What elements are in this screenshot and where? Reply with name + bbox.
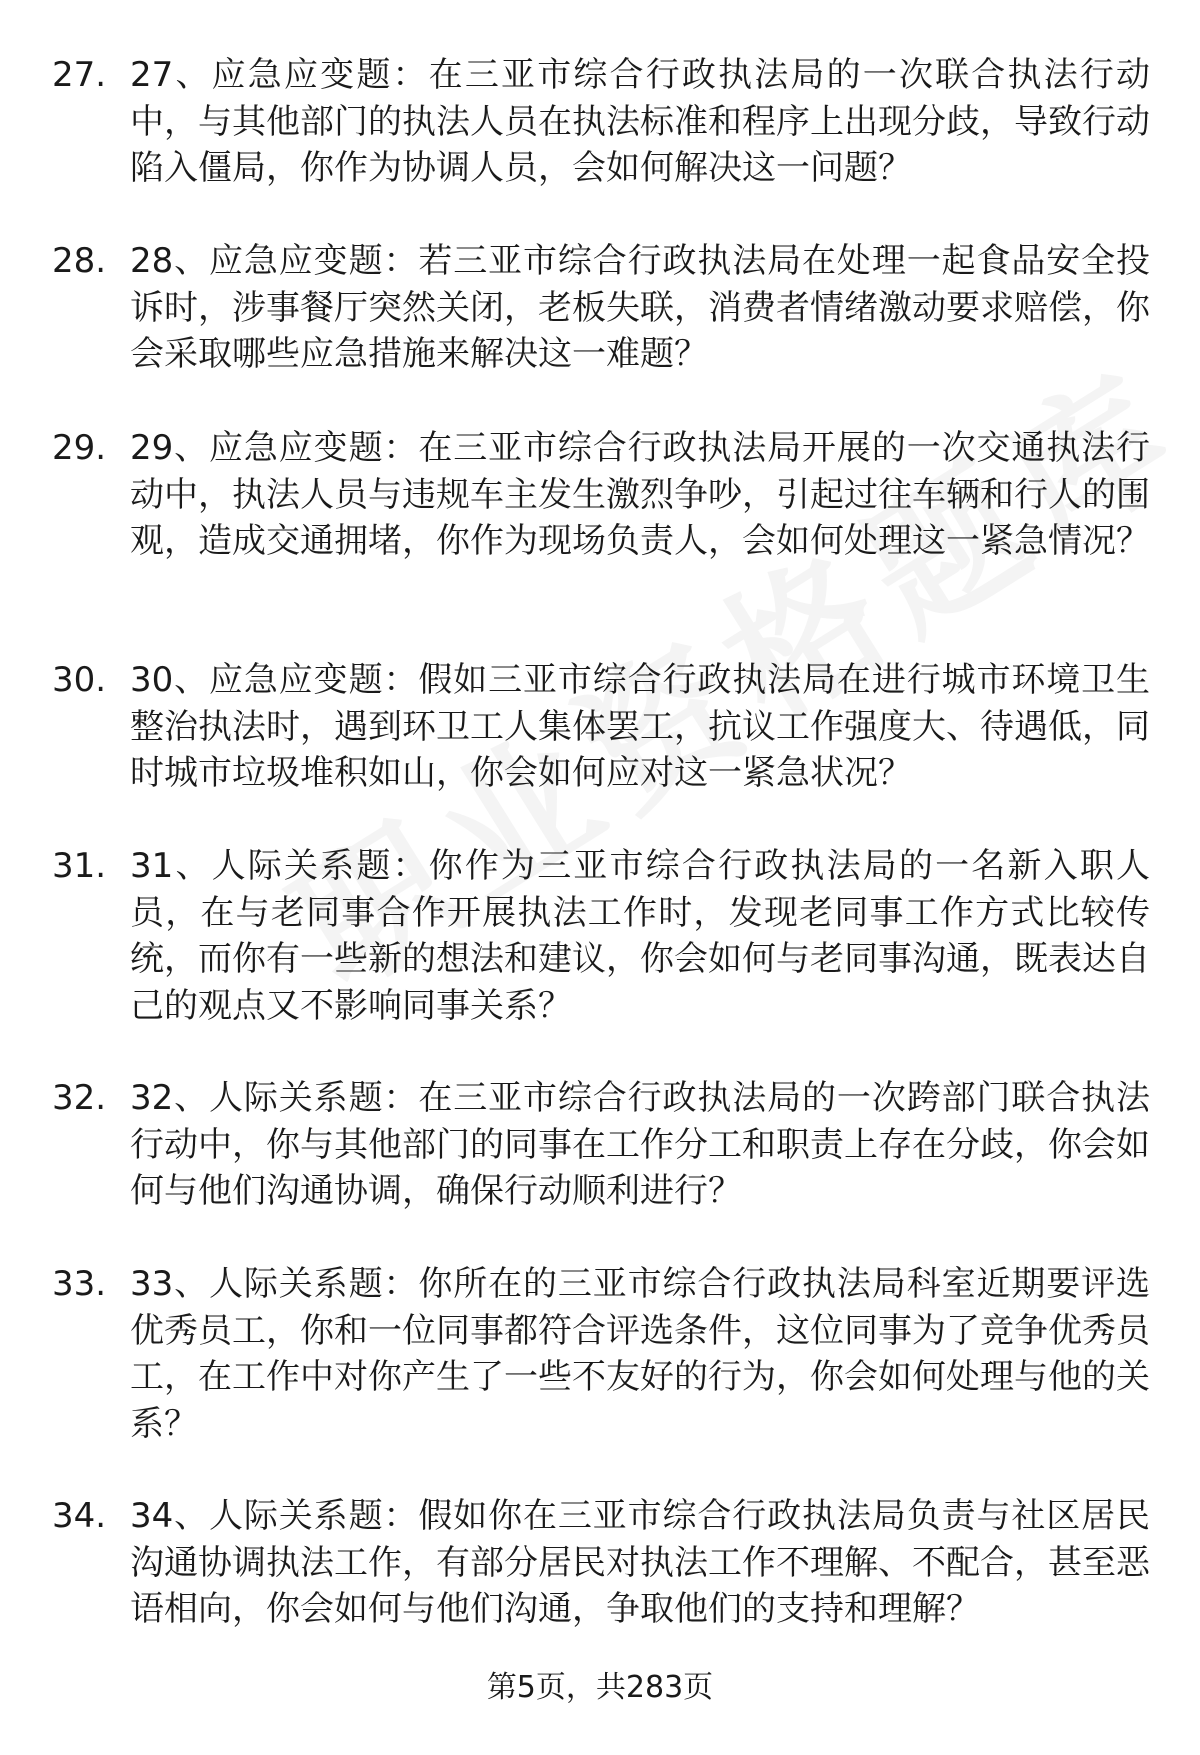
question-number: 30. [52, 660, 107, 700]
question-text: 27、应急应变题：在三亚市综合行政执法局的一次联合执法行动中，与其他部门的执法人员在执法标准和程序上出现分歧，导致行动陷入僵局，你作为协调人员，会如何解决这一问题？ [130, 55, 1150, 188]
question-number: 31. [52, 846, 107, 886]
question-text: 30、应急应变题：假如三亚市综合行政执法局在进行城市环境卫生整治执法时，遇到环卫工人集体罢工，抗议工作强度大、待遇低，同时城市垃圾堆积如山，你会如何应对这一紧急状况？ [130, 660, 1150, 793]
question-number: 27. [52, 55, 107, 95]
question-number: 34. [52, 1496, 107, 1536]
question-text: 32、人际关系题：在三亚市综合行政执法局的一次跨部门联合执法行动中，你与其他部门的同事在工作分工和职责上存在分歧，你会如何与他们沟通协调，确保行动顺利进行？ [130, 1078, 1150, 1211]
question-text: 31、人际关系题：你作为三亚市综合行政执法局的一名新入职人员，在与老同事合作开展执法工作时，发现老同事工作方式比较传统，而你有一些新的想法和建议，你会如何与老同事沟通，既表达自己的观点又不影响同事关系？ [130, 846, 1150, 1026]
question-text: 28、应急应变题：若三亚市综合行政执法局在处理一起食品安全投诉时，涉事餐厅突然关闭，老板失联，消费者情绪激动要求赔偿，你会采取哪些应急措施来解决这一难题？ [130, 241, 1150, 374]
question-number: 32. [52, 1078, 107, 1118]
question-text: 29、应急应变题：在三亚市综合行政执法局开展的一次交通执法行动中，执法人员与违规车主发生激烈争吵，引起过往车辆和行人的围观，造成交通拥堵，你作为现场负责人，会如何处理这一紧急情况？ [130, 428, 1150, 561]
question-text: 34、人际关系题：假如你在三亚市综合行政执法局负责与社区居民沟通协调执法工作，有部分居民对执法工作不理解、不配合，甚至恶语相向，你会如何与他们沟通，争取他们的支持和理解？ [130, 1496, 1150, 1629]
question-number: 33. [52, 1264, 107, 1304]
page-footer [0, 1668, 1200, 1708]
question-number: 28. [52, 241, 107, 281]
page-number-label: 第5页，共283页 [486, 1670, 714, 1705]
question-number: 29. [52, 428, 107, 468]
question-text: 33、人际关系题：你所在的三亚市综合行政执法局科室近期要评选优秀员工，你和一位同事都符合评选条件，这位同事为了竞争优秀员工，在工作中对你产生了一些不友好的行为，你会如何处理与他的关系？ [130, 1264, 1150, 1444]
